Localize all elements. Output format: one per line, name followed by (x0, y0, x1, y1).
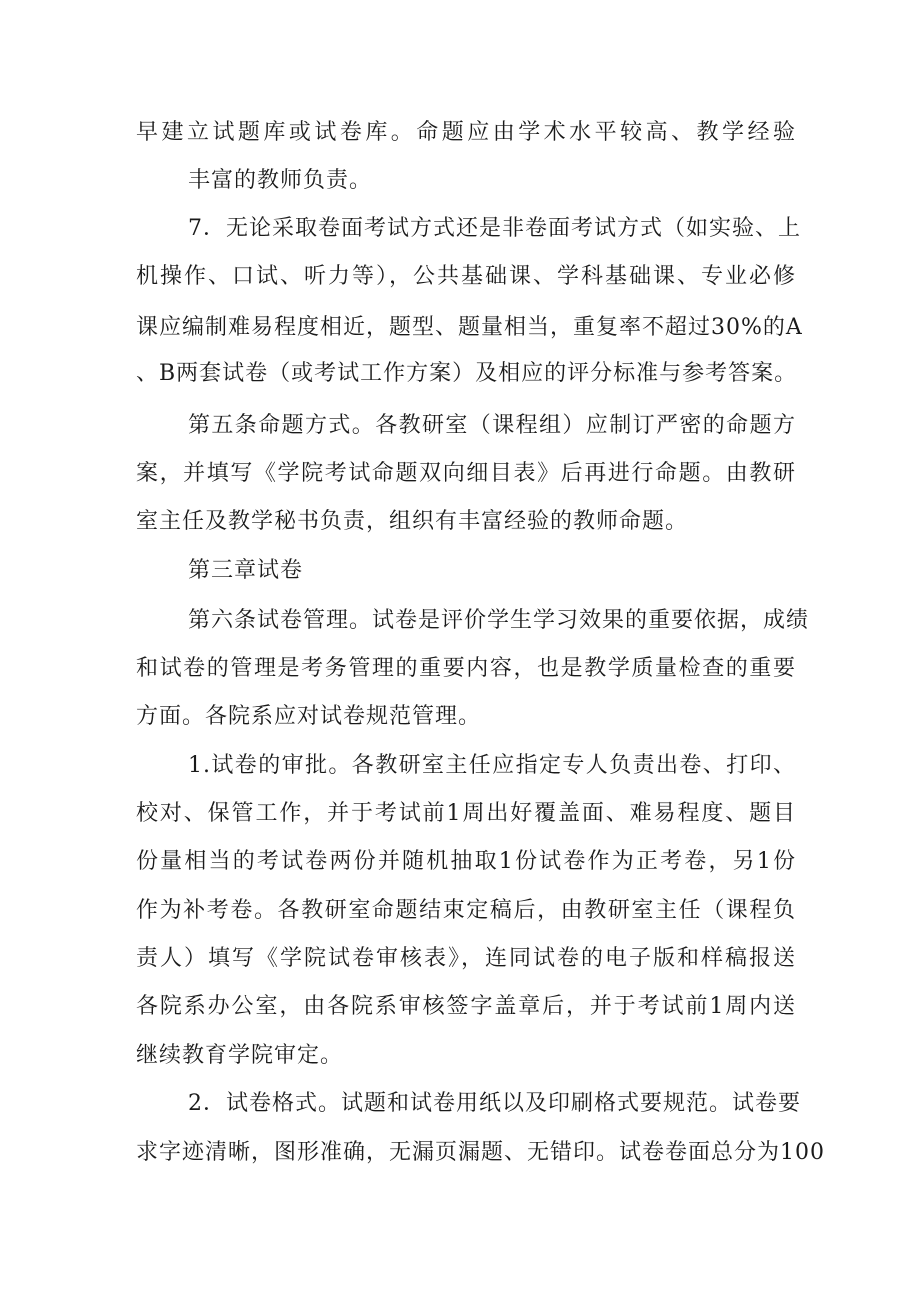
paragraph-line: 丰富的教师负责。 (188, 168, 373, 193)
paragraph-line: 份量相当的考试卷两份并随机抽取1份试卷作为正考卷，另1份 (136, 849, 796, 874)
paragraph-line: 和试卷的管理是考务管理的重要内容，也是教学质量检查的重要 (136, 656, 796, 681)
section-heading: 第三章试卷 (188, 558, 304, 583)
paragraph-line: 早建立试题库或试卷库。命题应由学术水平较高、教学经验 (136, 120, 796, 145)
paragraph-line: 第六条试卷管理。试卷是评价学生学习效果的重要依据，成绩 (188, 608, 810, 633)
paragraph-line: 机操作、口试、听力等），公共基础课、学科基础课、专业必修 (136, 264, 796, 289)
paragraph-line: 案，并填写《学院考试命题双向细目表》后再进行命题。由教研 (136, 461, 796, 486)
paragraph-line: 求字迹清晰，图形准确，无漏页漏题、无错印。试卷卷面总分为100 (136, 1140, 825, 1165)
paragraph-line: 第五条命题方式。各教研室（课程组）应制订严密的命题方 (188, 413, 796, 438)
paragraph-line: 校对、保管工作，并于考试前1周出好覆盖面、难易程度、题目 (136, 801, 796, 826)
paragraph-line: 7．无论采取卷面考试方式还是非卷面考试方式（如实验、上 (188, 216, 801, 241)
paragraph-line: 室主任及教学秘书负责，组织有丰富经验的教师命题。 (136, 509, 689, 534)
paragraph-line: 课应编制难易程度相近，题型、题量相当，重复率不超过30%的A (136, 315, 803, 340)
paragraph-line: 作为补考卷。各教研室命题结束定稿后，由教研室主任（课程负 (136, 898, 796, 923)
paragraph-line: 、B两套试卷（或考试工作方案）及相应的评分标准与参考答案。 (136, 361, 798, 386)
paragraph-line: 2．试卷格式。试题和试卷用纸以及印刷格式要规范。试卷要 (188, 1091, 801, 1116)
paragraph-line: 继续教育学院审定。 (136, 1043, 344, 1068)
paragraph-line: 责人）填写《学院试卷审核表》，连同试卷的电子版和样稿报送 (136, 946, 796, 971)
paragraph-line: 各院系办公室，由各院系审核签字盖章后，并于考试前1周内送 (136, 994, 796, 1019)
paragraph-line: 方面。各院系应对试卷规范管理。 (136, 704, 482, 729)
paragraph-line: 1.试卷的审批。各教研室主任应指定专人负责出卷、打印、 (188, 753, 796, 778)
